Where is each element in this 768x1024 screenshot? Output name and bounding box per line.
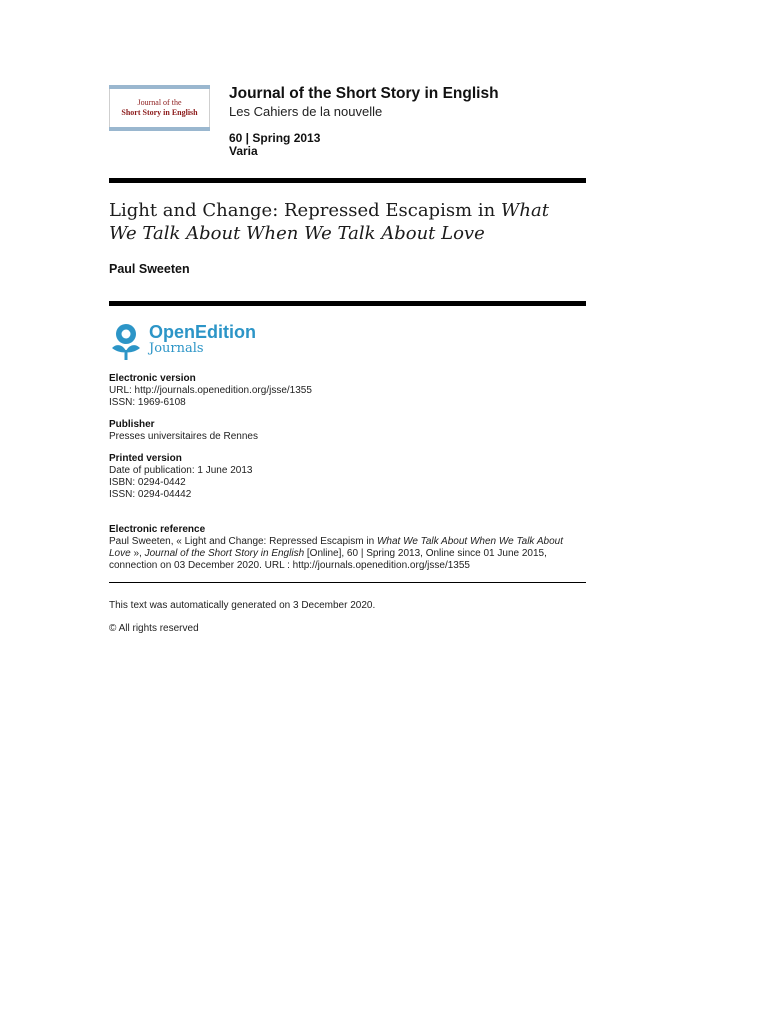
top-divider [109,178,586,183]
bottom-divider [109,301,586,306]
journal-subtitle: Les Cahiers de la nouvelle [229,104,383,119]
publisher-heading: Publisher [109,419,155,430]
printed-version-block [109,453,252,501]
electronic-version-issn: ISSN: 1969-6108 [109,397,186,408]
publisher-name: Presses universitaires de Rennes [109,431,258,442]
journal-title: Journal of the Short Story in English [229,85,499,102]
electronic-version-url[interactable]: URL: http://journals.openedition.org/jsse/1355 [109,385,312,396]
publisher-block [109,419,258,443]
reference-part5: [Online], 60 | Spring 2013, Online since 01 June 2015, connection on 03 December 2020. URL : http://journals.openedition.org/jsse/1355 [109,548,547,571]
article-author: Paul Sweeten [109,262,190,276]
electronic-reference-block [109,524,579,572]
printed-version-issn: ISSN: 0294-04442 [109,489,192,500]
journal-logo-line2: Short Story in English [121,108,198,117]
reference-part1: Paul Sweeten, « Light and Change: Repressed Escapism in [109,536,377,547]
article-title-italic: What We Talk About When We Talk About Love [109,200,549,244]
article-title [109,199,579,245]
openedition-journals: Journals [149,341,204,356]
electronic-version-block [109,373,312,409]
reference-journal-title: Journal of the Short Story in English [144,548,305,559]
issue-number: 60 | Spring 2013 [229,131,321,145]
reference-article-title: What We Talk About When We Talk About Love [109,536,563,559]
generated-notice: This text was automatically generated on 3 December 2020. [109,600,376,611]
electronic-reference-text [109,536,579,572]
section-label: Varia [229,144,258,158]
printed-version-date: Date of publication: 1 June 2013 [109,465,253,476]
rights-notice: © All rights reserved [109,623,199,634]
electronic-reference-heading: Electronic reference [109,524,206,535]
journal-logo [109,85,210,131]
footer-divider [109,582,586,583]
article-title-plain: Light and Change: Repressed Escapism in [109,200,501,221]
reference-part3: », [130,548,145,559]
printed-version-heading: Printed version [109,453,182,464]
printed-version-isbn: ISBN: 0294-0442 [109,477,186,488]
openedition-name: OpenEdition [149,322,256,342]
electronic-version-heading: Electronic version [109,373,196,384]
journal-logo-line1: Journal of the [137,98,182,107]
